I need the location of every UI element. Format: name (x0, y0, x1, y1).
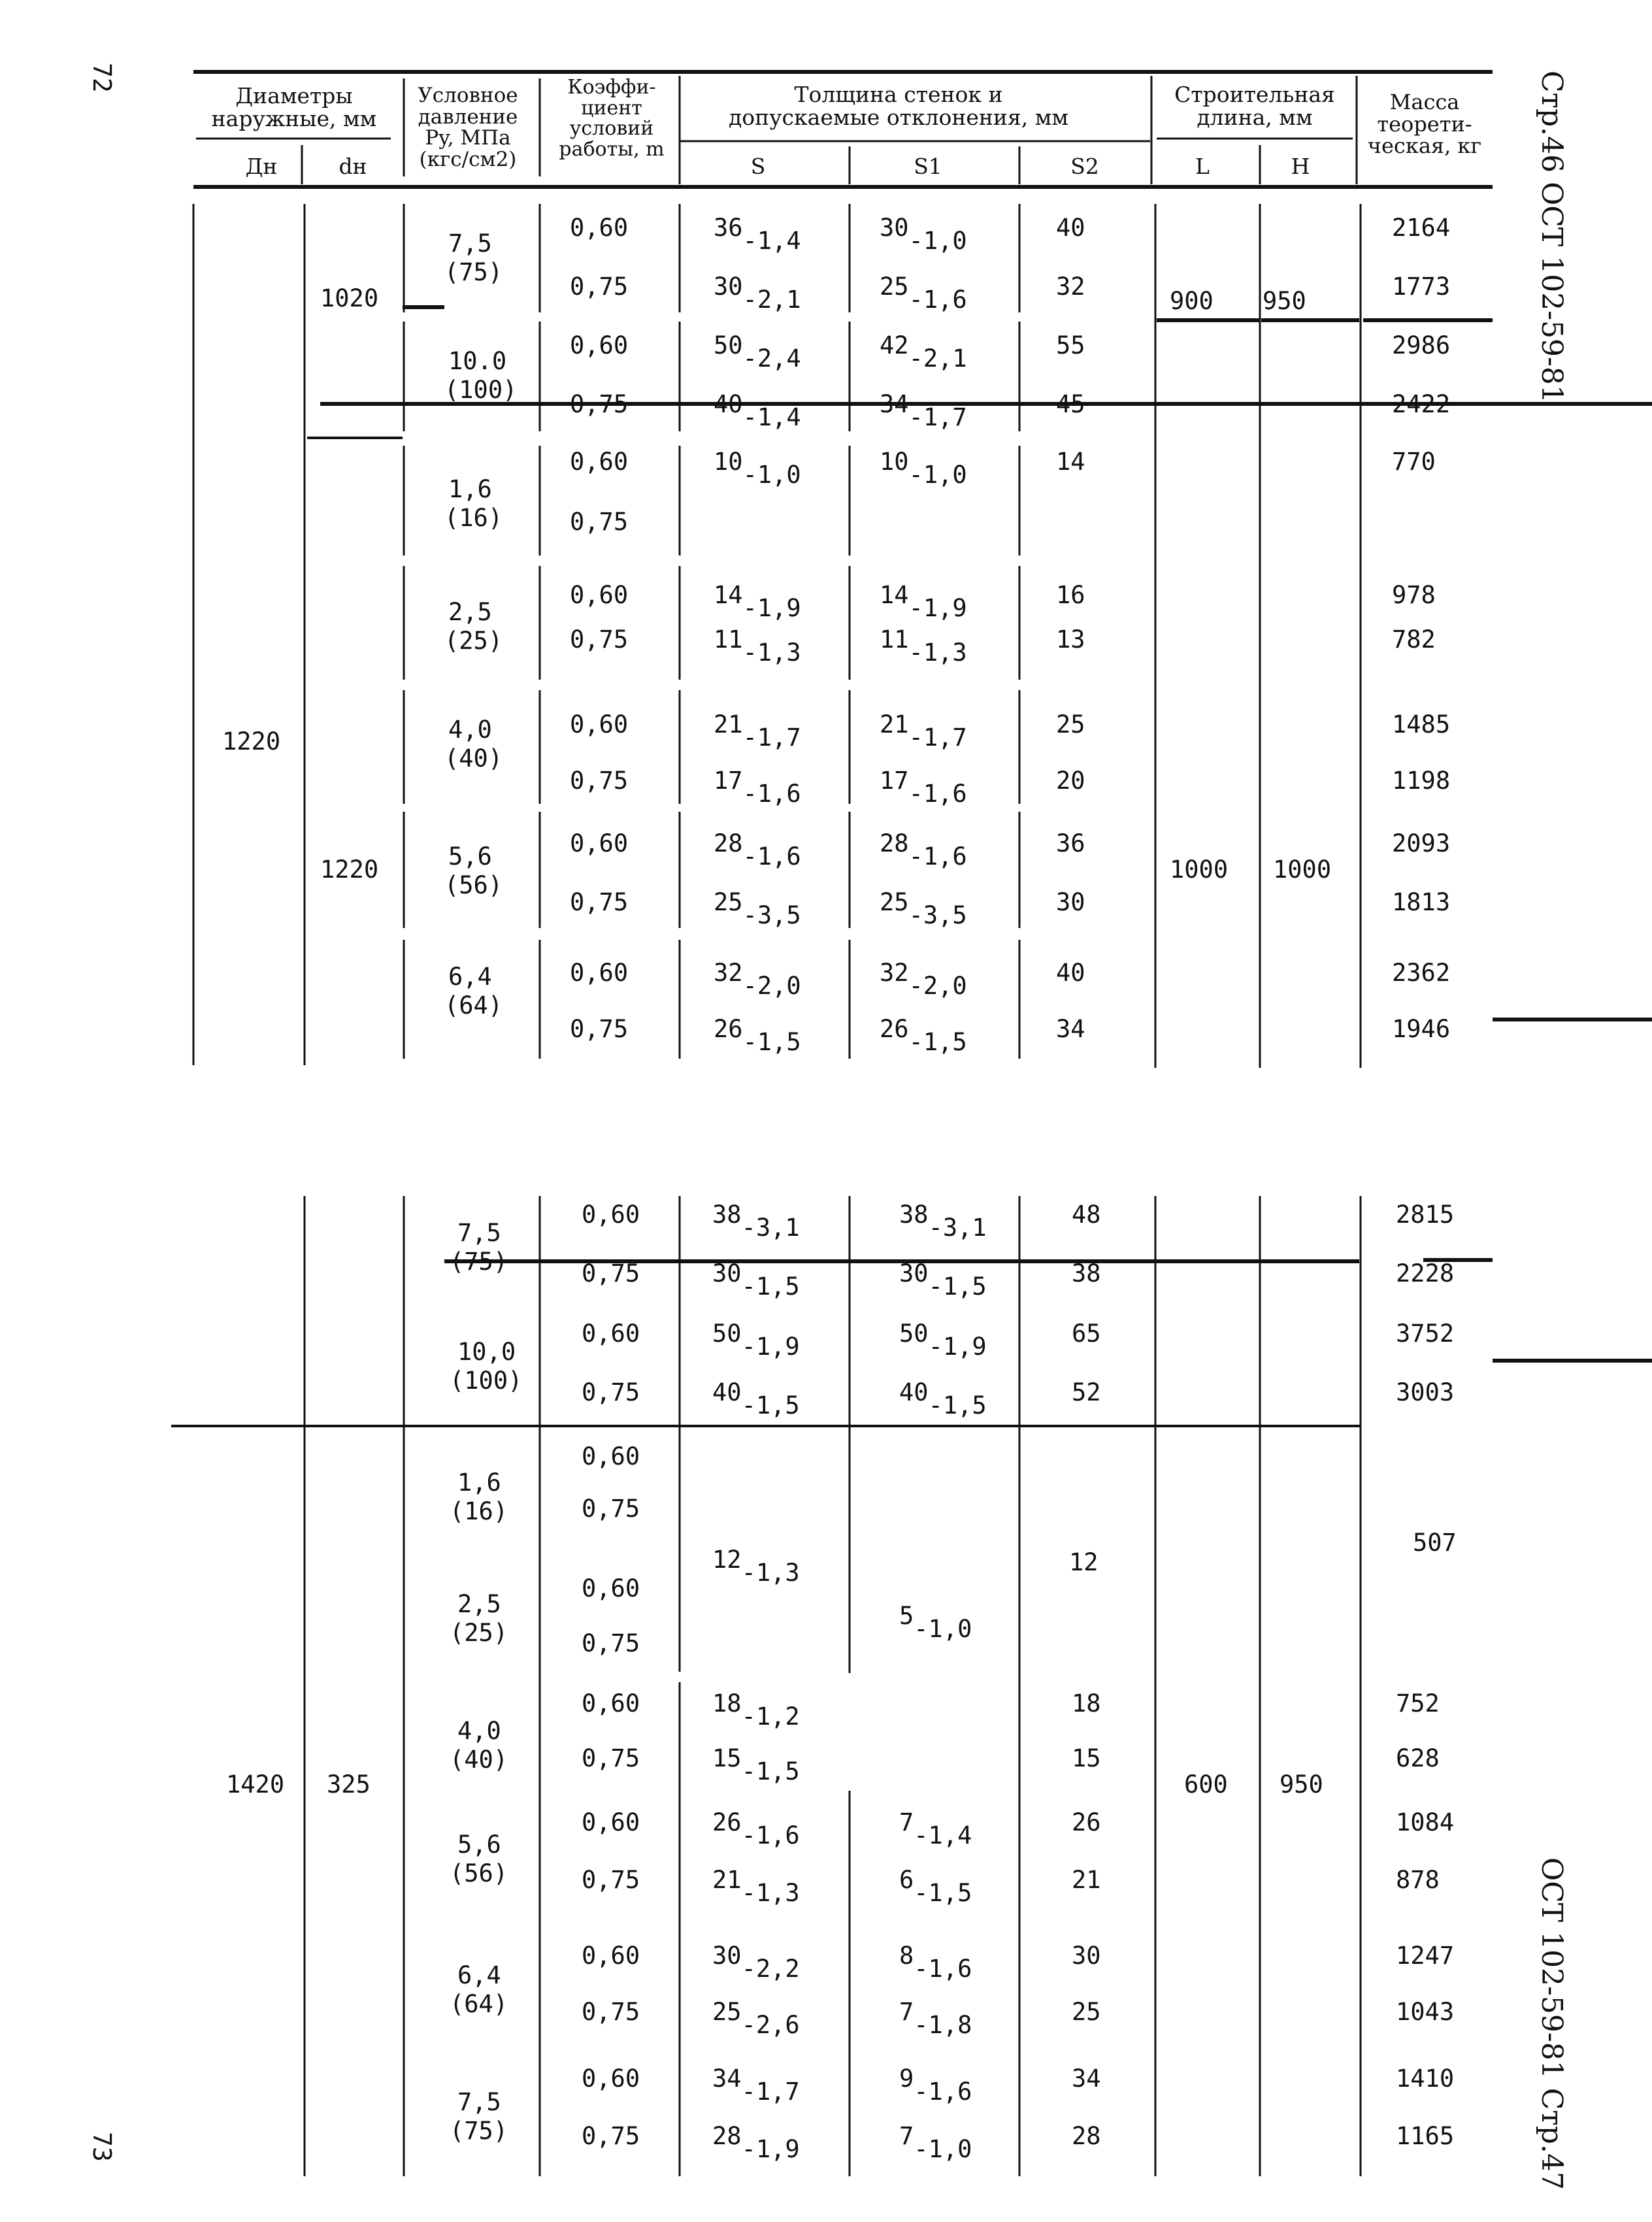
t1-wall-s: $50_{-2,4}$ (714, 331, 801, 373)
t2-wall-s2: 18 (1072, 1689, 1101, 1717)
t2-wall-s: $26_{-1,6}$ (712, 1808, 800, 1849)
t1-wall-s2: 45 (1056, 390, 1085, 418)
header-wall-thickness: Толщина стенок и допускаемые отклонения, мм (728, 82, 1069, 130)
t1-wall-s1: $25_{-3,5}$ (880, 888, 967, 929)
t1-pressure-kgf: (25) (444, 627, 503, 655)
header-dh: dн (339, 154, 367, 179)
t2-pressure-mpa: 7,5 (457, 2088, 501, 2116)
t2-pressure-kgf: (40) (450, 1746, 508, 1774)
t1-wall-s: $26_{-1,5}$ (714, 1015, 801, 1056)
t2-merged-s1: $5_{-1,0}$ (899, 1602, 972, 1643)
t1-wall-s2: 13 (1056, 625, 1085, 654)
t1-pressure-kgf: (75) (444, 258, 503, 286)
t1-wall-s: $40_{-1,4}$ (714, 390, 801, 431)
t1-wall-s2: 40 (1056, 959, 1085, 987)
page-number-top: 72 (88, 63, 116, 93)
t1-pressure-mpa: 1,6 (448, 475, 492, 503)
t1-pressure-kgf: (100) (444, 376, 518, 404)
t1-mass: 2986 (1392, 331, 1451, 359)
header-mass: Масса теорети- ческая, кг (1367, 90, 1482, 159)
t2-wall-s1: $6_{-1,5}$ (899, 1866, 972, 1907)
t2-coef-m: 0,60 (582, 1808, 640, 1836)
header-s2: S2 (1070, 154, 1099, 179)
t2-wall-s2: 21 (1072, 1866, 1101, 1894)
t2-wall-s: $21_{-1,3}$ (712, 1866, 800, 1907)
page-number-bottom: 73 (88, 2132, 116, 2162)
t1-wall-s2: 16 (1056, 581, 1085, 609)
t1-wall-s2: 36 (1056, 829, 1085, 857)
t1-length-L-a: 900 (1170, 287, 1214, 315)
t2-mass: 1043 (1396, 1998, 1455, 2026)
t2-wall-s1: $8_{-1,6}$ (899, 1942, 972, 1983)
t2-mass: 752 (1396, 1689, 1440, 1717)
t1-pressure-mpa: 4,0 (448, 716, 492, 744)
t2-wall-s2: 34 (1072, 2064, 1101, 2093)
t2-mass: 3003 (1396, 1378, 1455, 1406)
t1-coef-m: 0,75 (570, 508, 629, 536)
t1-wall-s2: 55 (1056, 331, 1085, 359)
header-s1: S1 (914, 154, 942, 179)
t1-mass: 782 (1392, 625, 1436, 654)
t2-mass: 1165 (1396, 2122, 1455, 2150)
t2-length-H: 950 (1280, 1770, 1323, 1799)
t2-pressure-kgf: (100) (450, 1367, 523, 1395)
t1-wall-s1: $28_{-1,6}$ (880, 829, 967, 871)
t1-inner-diameter-a: 1020 (320, 284, 379, 312)
t1-mass: 1813 (1392, 888, 1451, 916)
t2-wall-s2: 52 (1072, 1378, 1101, 1406)
t1-wall-s: $14_{-1,9}$ (714, 581, 801, 622)
side-label-bottom: ОСТ 102-59-81 Стр.47 (1535, 1857, 1568, 2190)
t1-coef-m: 0,75 (570, 625, 629, 654)
t2-pressure-kgf: (75) (450, 1248, 508, 1276)
t2-pressure-mpa: 7,5 (457, 1219, 501, 1247)
t2-wall-s: $28_{-1,9}$ (712, 2122, 800, 2163)
t2-wall-s1: $38_{-3,1}$ (899, 1201, 987, 1242)
t1-mass: 770 (1392, 448, 1436, 476)
t1-wall-s: $36_{-1,4}$ (714, 214, 801, 255)
t1-wall-s1: $21_{-1,7}$ (880, 710, 967, 752)
t2-length-L: 600 (1184, 1770, 1228, 1799)
t2-wall-s: $50_{-1,9}$ (712, 1319, 800, 1361)
t2-wall-s: $30_{-1,5}$ (712, 1259, 800, 1301)
t1-wall-s2: 25 (1056, 710, 1085, 738)
t1-wall-s1: $30_{-1,0}$ (880, 214, 967, 255)
t2-wall-s: $30_{-2,2}$ (712, 1942, 800, 1983)
t1-wall-s1: $25_{-1,6}$ (880, 273, 967, 314)
t2-wall-s2: 28 (1072, 2122, 1101, 2150)
header-diameters: Диаметры наружные, мм (211, 83, 377, 131)
header-dn: Дн (245, 154, 278, 179)
t1-coef-m: 0,75 (570, 390, 629, 418)
t2-wall-s: $40_{-1,5}$ (712, 1378, 800, 1419)
t2-mass: 1084 (1396, 1808, 1455, 1836)
t1-mass: 2422 (1392, 390, 1451, 418)
t2-coef-m: 0,75 (582, 1998, 640, 2026)
t2-merged-s: $12_{-1,3}$ (712, 1546, 800, 1587)
t2-coef-m: 0,60 (582, 1319, 640, 1348)
t1-wall-s2: 20 (1056, 767, 1085, 795)
t2-pressure-kgf: (25) (450, 1619, 508, 1647)
t1-wall-s1: $17_{-1,6}$ (880, 767, 967, 808)
t1-pressure-kgf: (16) (444, 504, 503, 532)
t1-wall-s1: $11_{-1,3}$ (880, 625, 967, 667)
t1-wall-s1: $14_{-1,9}$ (880, 581, 967, 622)
t2-wall-s1: $9_{-1,6}$ (899, 2064, 972, 2106)
t2-mass: 628 (1396, 1744, 1440, 1772)
t2-coef-m: 0,60 (582, 1574, 640, 1602)
t2-mass: 2228 (1396, 1259, 1455, 1287)
t2-pressure-kgf: (16) (450, 1497, 508, 1525)
t2-wall-s: $25_{-2,6}$ (712, 1998, 800, 2039)
t1-coef-m: 0,60 (570, 710, 629, 738)
t2-coef-m: 0,60 (582, 1942, 640, 1970)
t2-wall-s2: 26 (1072, 1808, 1101, 1836)
t2-wall-s2: 65 (1072, 1319, 1101, 1348)
t2-pressure-mpa: 2,5 (457, 1590, 501, 1618)
t1-coef-m: 0,75 (570, 888, 629, 916)
t2-coef-m: 0,60 (582, 1201, 640, 1229)
t1-coef-m: 0,60 (570, 214, 629, 242)
side-label-top: Стр.46 ОСТ 102-59-81 (1535, 71, 1568, 403)
t2-pressure-mpa: 5,6 (457, 1831, 501, 1859)
t2-wall-s2: 25 (1072, 1998, 1101, 2026)
t1-mass: 2093 (1392, 829, 1451, 857)
t1-coef-m: 0,75 (570, 1015, 629, 1043)
t2-wall-s2: 15 (1072, 1744, 1101, 1772)
t2-mass: 1247 (1396, 1942, 1455, 1970)
t2-coef-m: 0,75 (582, 2122, 640, 2150)
t1-mass: 2164 (1392, 214, 1451, 242)
t1-length-L-b: 1000 (1170, 855, 1229, 884)
t1-mass: 978 (1392, 581, 1436, 609)
t2-pressure-kgf: (75) (450, 2117, 508, 2145)
t2-mass: 3752 (1396, 1319, 1455, 1348)
t2-mass: 878 (1396, 1866, 1440, 1894)
t1-coef-m: 0,75 (570, 273, 629, 301)
t2-pressure-mpa: 10,0 (457, 1338, 516, 1366)
t2-coef-m: 0,75 (582, 1629, 640, 1657)
t1-wall-s: $28_{-1,6}$ (714, 829, 801, 871)
t1-wall-s: $32_{-2,0}$ (714, 959, 801, 1000)
t1-wall-s2: 14 (1056, 448, 1085, 476)
t2-wall-s1: $7_{-1,0}$ (899, 2122, 972, 2163)
header-coefficient: Коэффи- циент условий работы, m (559, 76, 665, 161)
t1-mass: 1198 (1392, 767, 1451, 795)
t1-inner-diameter-b: 1220 (320, 855, 379, 884)
t1-coef-m: 0,60 (570, 959, 629, 987)
t2-wall-s1: $7_{-1,4}$ (899, 1808, 972, 1849)
t2-inner-diameter: 325 (327, 1770, 371, 1799)
t2-pressure-mpa: 1,6 (457, 1468, 501, 1497)
t1-wall-s2: 34 (1056, 1015, 1085, 1043)
t1-wall-s2: 30 (1056, 888, 1085, 916)
t1-pressure-mpa: 5,6 (448, 842, 492, 871)
t1-wall-s1: $26_{-1,5}$ (880, 1015, 967, 1056)
t1-length-H-a: 950 (1263, 287, 1306, 315)
t2-mass: 2815 (1396, 1201, 1455, 1229)
t2-wall-s2: 30 (1072, 1942, 1101, 1970)
t1-wall-s1: $42_{-2,1}$ (880, 331, 967, 373)
header-H: H (1291, 154, 1310, 179)
t2-wall-s: $18_{-1,2}$ (712, 1689, 800, 1731)
t1-pressure-kgf: (40) (444, 744, 503, 772)
t1-coef-m: 0,60 (570, 331, 629, 359)
t2-wall-s: $38_{-3,1}$ (712, 1201, 800, 1242)
t2-pressure-kgf: (56) (450, 1859, 508, 1887)
t1-wall-s2: 32 (1056, 273, 1085, 301)
t1-wall-s: $25_{-3,5}$ (714, 888, 801, 929)
t1-pressure-mpa: 10.0 (448, 347, 507, 375)
t2-pressure-mpa: 4,0 (457, 1717, 501, 1745)
t1-pressure-kgf: (56) (444, 871, 503, 899)
t1-length-H-b: 1000 (1273, 855, 1332, 884)
t1-wall-s2: 40 (1056, 214, 1085, 242)
t2-outer-diameter: 1420 (226, 1770, 285, 1799)
t2-wall-s1: $50_{-1,9}$ (899, 1319, 987, 1361)
t1-wall-s1: $10_{-1,0}$ (880, 448, 967, 489)
t2-coef-m: 0,60 (582, 1442, 640, 1470)
t2-coef-m: 0,75 (582, 1378, 640, 1406)
t1-wall-s1: $34_{-1,7}$ (880, 390, 967, 431)
t2-wall-s1: $7_{-1,8}$ (899, 1998, 972, 2039)
t2-wall-s1: $30_{-1,5}$ (899, 1259, 987, 1301)
t1-coef-m: 0,60 (570, 829, 629, 857)
t1-pressure-mpa: 7,5 (448, 229, 492, 257)
t1-pressure-mpa: 6,4 (448, 963, 492, 991)
header-L: L (1195, 154, 1210, 179)
t2-merged-s2: 12 (1069, 1548, 1099, 1576)
t2-coef-m: 0,75 (582, 1495, 640, 1523)
t2-coef-m: 0,60 (582, 2064, 640, 2093)
t2-wall-s2: 38 (1072, 1259, 1101, 1287)
header-s: S (750, 154, 766, 179)
t2-wall-s1: $40_{-1,5}$ (899, 1378, 987, 1419)
t2-mass: 1410 (1396, 2064, 1455, 2093)
t1-wall-s: $10_{-1,0}$ (714, 448, 801, 489)
t1-mass: 2362 (1392, 959, 1451, 987)
t2-coef-m: 0,75 (582, 1866, 640, 1894)
t1-wall-s1: $32_{-2,0}$ (880, 959, 967, 1000)
t1-wall-s: $17_{-1,6}$ (714, 767, 801, 808)
header-pressure: Условное давление Py, МПа (кгс/см2) (418, 84, 518, 171)
t1-outer-diameter: 1220 (222, 727, 281, 755)
t2-pressure-kgf: (64) (450, 1990, 508, 2018)
t1-coef-m: 0,60 (570, 448, 629, 476)
t2-wall-s: $34_{-1,7}$ (712, 2064, 800, 2106)
t2-coef-m: 0,60 (582, 1689, 640, 1717)
t2-wall-s: $15_{-1,5}$ (712, 1744, 800, 1785)
t1-pressure-mpa: 2,5 (448, 598, 492, 626)
t2-pressure-mpa: 6,4 (457, 1961, 501, 1989)
t2-coef-m: 0,75 (582, 1744, 640, 1772)
t2-coef-m: 0,75 (582, 1259, 640, 1287)
header-length: Строительная длина, мм (1174, 82, 1335, 130)
t1-wall-s: $21_{-1,7}$ (714, 710, 801, 752)
t2-wall-s2: 48 (1072, 1201, 1101, 1229)
t1-mass: 1485 (1392, 710, 1451, 738)
t1-coef-m: 0,60 (570, 581, 629, 609)
t1-mass: 1773 (1392, 273, 1451, 301)
t1-coef-m: 0,75 (570, 767, 629, 795)
t1-wall-s: $11_{-1,3}$ (714, 625, 801, 667)
t1-mass: 1946 (1392, 1015, 1451, 1043)
t2-merged-mass: 507 (1413, 1529, 1457, 1557)
t1-wall-s: $30_{-2,1}$ (714, 273, 801, 314)
t1-pressure-kgf: (64) (444, 991, 503, 1020)
